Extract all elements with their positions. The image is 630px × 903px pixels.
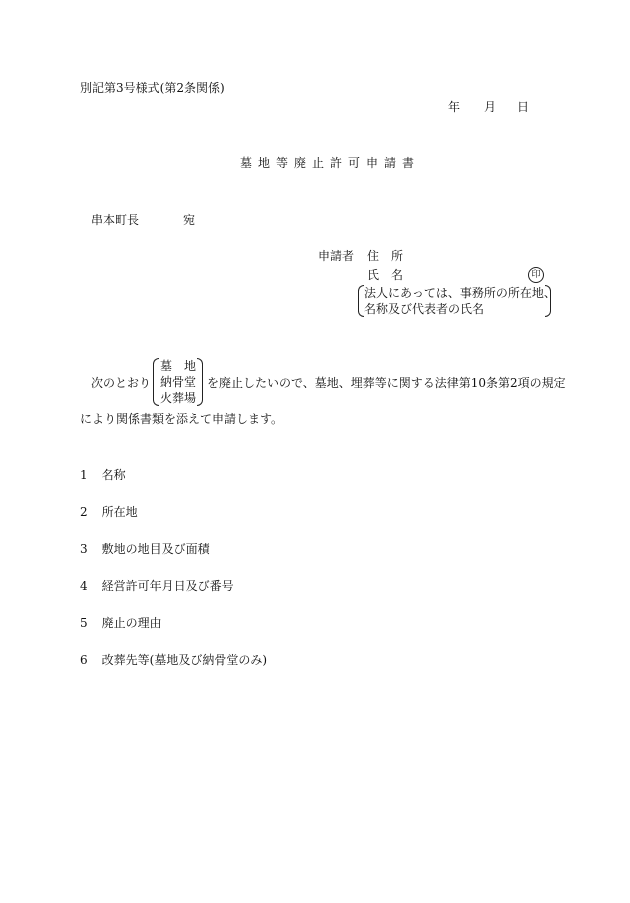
item-number: 2	[80, 505, 88, 519]
option-kasoba: 火葬場	[160, 391, 197, 405]
item-label: 所在地	[101, 505, 138, 519]
list-item	[80, 652, 267, 668]
applicant-name-label: 氏 名	[367, 268, 404, 282]
item-label: 名称	[101, 468, 126, 482]
addressee-suffix: 宛	[183, 213, 196, 227]
list-item	[80, 467, 126, 483]
option-bochi: 墓 地	[160, 359, 197, 373]
options-bracket-left	[153, 358, 159, 406]
corp-note-line1: 法人にあっては、事務所の所在地、	[364, 286, 556, 300]
body-prefix: 次のとおり	[91, 376, 152, 390]
item-number: 6	[80, 653, 88, 667]
item-number: 4	[80, 579, 88, 593]
item-number: 3	[80, 542, 88, 556]
date-month-label: 月	[484, 100, 497, 114]
list-item	[80, 541, 210, 557]
item-number: 5	[80, 616, 88, 630]
page-title: 墓地等廃止許可申請書	[240, 156, 421, 170]
item-label: 敷地の地目及び面積	[101, 542, 210, 556]
form-number: 別記第3号様式(第2条関係)	[80, 81, 225, 95]
item-label: 改葬先等(墓地及び納骨堂のみ)	[101, 653, 268, 667]
date-year-label: 年	[448, 100, 461, 114]
list-item	[80, 504, 138, 520]
item-label: 廃止の理由	[101, 616, 162, 630]
date-day-label: 日	[517, 100, 530, 114]
body-line2: により関係書類を添えて申請します。	[80, 412, 284, 426]
list-item	[80, 578, 234, 594]
options-bracket-right	[197, 358, 203, 406]
applicant-address-label: 住 所	[367, 249, 404, 263]
seal-mark: 印	[528, 267, 544, 283]
item-label: 経営許可年月日及び番号	[101, 579, 234, 593]
option-nokotsudo: 納骨堂	[160, 375, 197, 389]
corp-note-line2: 名称及び代表者の氏名	[364, 302, 485, 316]
item-number: 1	[80, 468, 88, 482]
applicant-label: 申請者	[318, 249, 355, 263]
body-suffix: を廃止したいので、墓地、埋葬等に関する法律第10条第2項の規定	[207, 376, 566, 390]
addressee-name: 串本町長	[91, 213, 140, 227]
list-item	[80, 615, 162, 631]
